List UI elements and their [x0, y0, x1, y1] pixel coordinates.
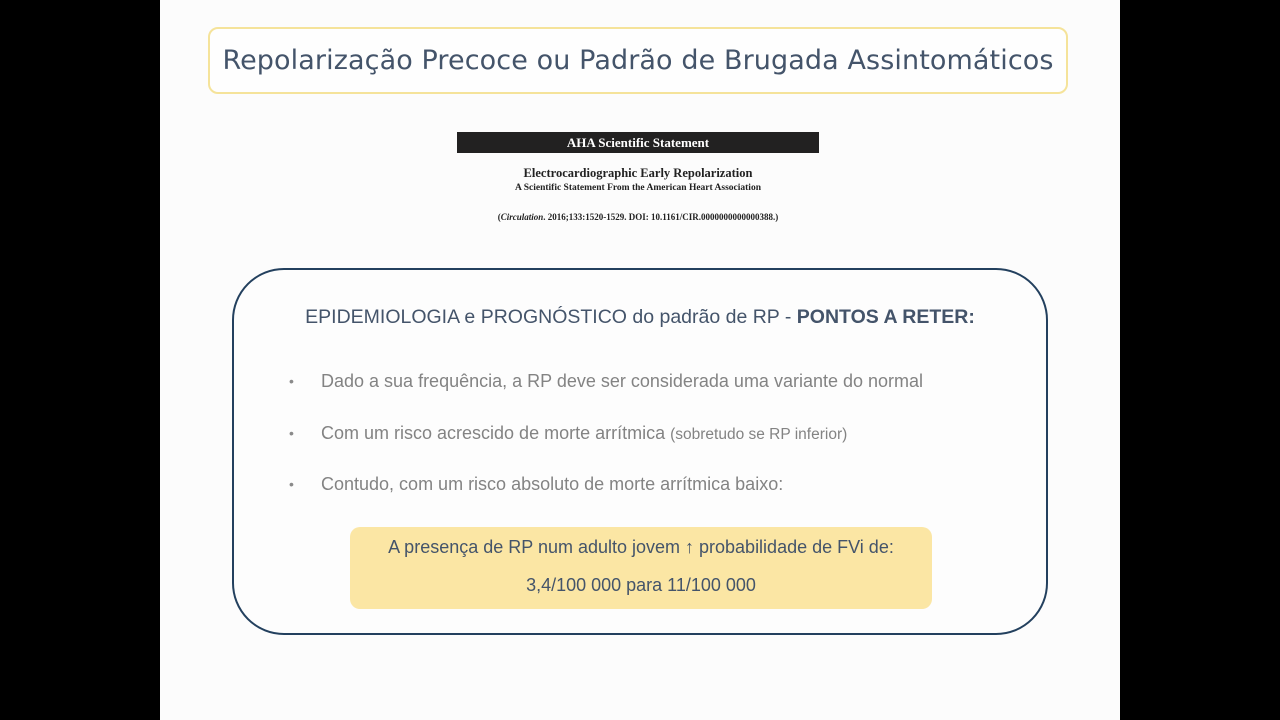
bullet-icon: •: [289, 476, 294, 492]
bullet-text: Com um risco acrescido de morte arrítmica: [321, 422, 671, 443]
panel-heading: [234, 306, 1046, 329]
bullet-note: (sobretudo se RP inferior): [670, 425, 848, 443]
panel-heading-emphasis: PONTOS A RETER:: [796, 306, 975, 328]
article-title: Electrocardiographic Early Repolarization: [523, 166, 753, 180]
key-points-panel: [232, 268, 1048, 635]
bullet-text: Contudo, com um risco absoluto de morte arrítmica baixo:: [321, 474, 784, 494]
panel-heading-text: EPIDEMIOLOGIA e PROGNÓSTICO do padrão de RP -: [305, 306, 797, 328]
journal-name: Circulation: [500, 212, 544, 222]
citation-header: AHA Scientific Statement: [457, 132, 819, 153]
highlight-box: [350, 527, 932, 609]
article-subtitle: A Scientific Statement From the American Heart Association: [515, 183, 761, 193]
bullet-icon: •: [289, 424, 294, 441]
article-reference: (Circulation. 2016;133:1520-1529. DOI: 10.1161/CIR.0000000000000388.): [497, 212, 779, 222]
slide: [160, 0, 1120, 720]
bullet-text: Dado a sua frequência, a RP deve ser considerada uma variante do normal: [321, 371, 924, 391]
slide-title: Repolarização Precoce ou Padrão de Brugada Assintomáticos: [222, 45, 1054, 76]
highlight-line-2: 3,4/100 000 para 11/100 000: [526, 575, 756, 595]
title-box: [208, 27, 1068, 94]
highlight-line-1: A presença de RP num adulto jovem ↑ probabilidade de FVi de:: [388, 537, 894, 557]
reference-details: . 2016;133:1520-1529. DOI: 10.1161/CIR.0000000000000388.): [543, 212, 779, 222]
bullet-icon: •: [289, 373, 294, 389]
article-citation: [457, 132, 819, 223]
